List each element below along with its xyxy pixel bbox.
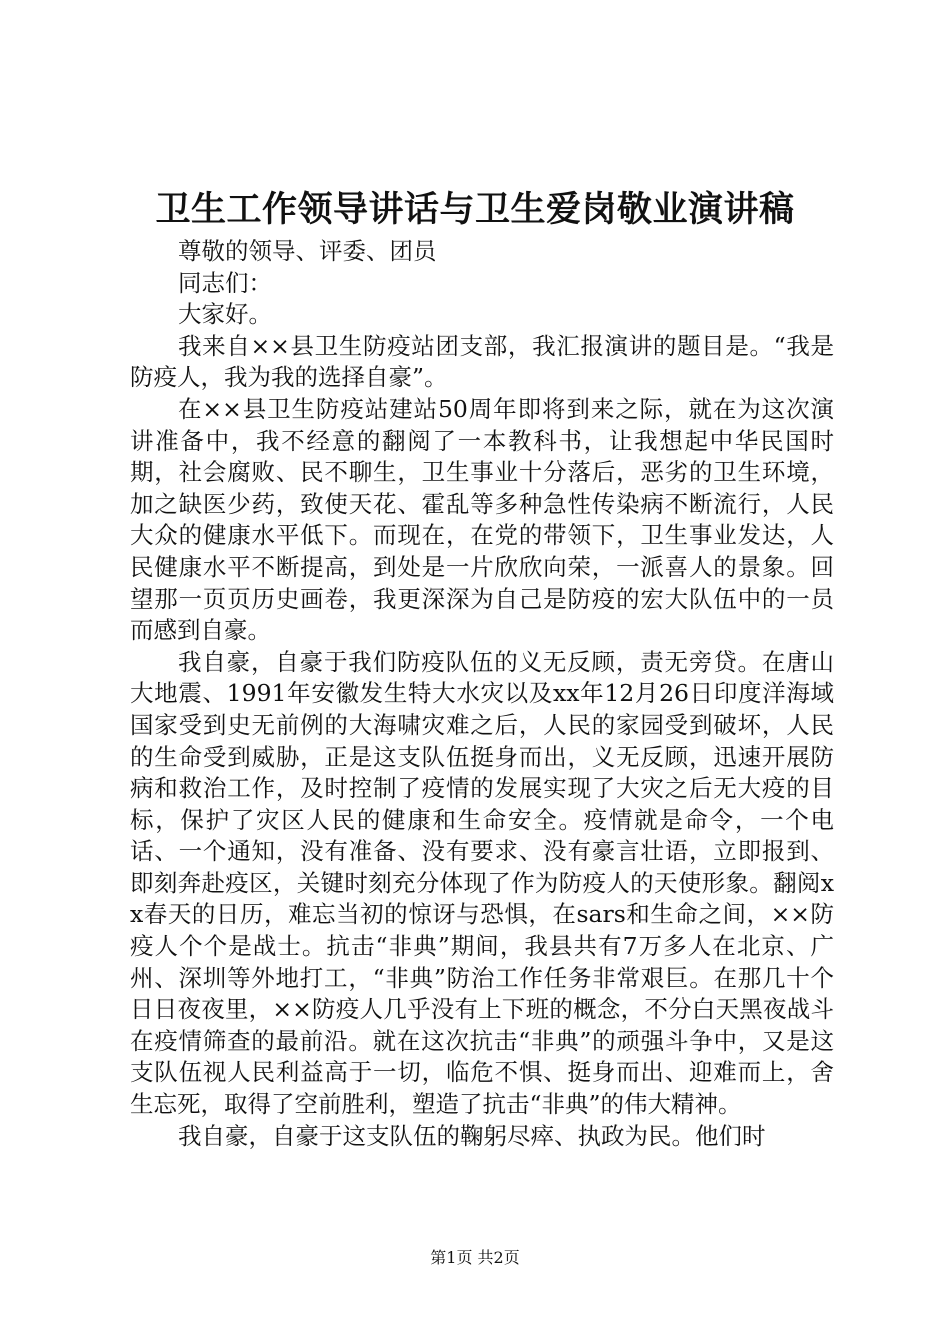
salutation-line: 尊敬的领导、评委、团员	[178, 237, 437, 265]
body-paragraph: 在××县卫生防疫站建站50周年即将到来之际，就在为这次演讲准备中，我不经意的翻阅了一本教科书，让我想起中华民国时期，社会腐败、民不聊生，卫生事业十分落后，恶劣的卫生环境，加之缺医少药，致使天花、霍乱等多种急性传染病不断流行，人民大众的健康水平低下。而现在，在党的带领下，卫生事业发达，人民健康水平不断提高，到处是一片欣欣向荣，一派喜人的景象。回望那一页页历史画卷，我更深深为自己是防疫的宏大队伍中的一员而感到自豪。	[130, 394, 834, 645]
document-title: 卫生工作领导讲话与卫生爱岗敬业演讲稿	[155, 189, 795, 230]
page-footer: 第1页 共2页	[430, 1248, 520, 1267]
body-paragraph: 我来自××县卫生防疫站团支部，我汇报演讲的题目是。“我是防疫人，我为我的选择自豪”。	[130, 331, 834, 392]
document-body	[130, 236, 834, 1152]
body-paragraph: 我自豪，自豪于这支队伍的鞠躬尽瘁、执政为民。他们时	[178, 1121, 766, 1150]
body-paragraph: 我自豪，自豪于我们防疫队伍的义无反顾，责无旁贷。在唐山大地震、1991年安徽发生特大水灾以及xx年12月26日印度洋海域国家受到史无前例的大海啸灾难之后，人民的家园受到破坏，人民的生命受到威胁，正是这支队伍挺身而出，义无反顾，迅速开展防病和救治工作，及时控制了疫情的发展实现了大灾之后无大疫的目标，保护了灾区人民的健康和生命安全。疫情就是命令，一个电话、一个通知，没有准备、没有要求、没有豪言壮语，立即报到、即刻奔赴疫区，关键时刻充分体现了作为防疫人的天使形象。翻阅xx春天的日历，难忘当初的惊讶与恐惧，在sars和生命之间，××防疫人个个是战士。抗击“非典”期间，我县共有7万多人在北京、广州、深圳等外地打工，“非典”防治工作任务非常艰巨。在那几十个日日夜夜里，××防疫人几乎没有上下班的概念，不分白天黑夜战斗在疫情筛查的最前沿。就在这次抗击“非典”的顽强斗争中，又是这支队伍视人民利益高于一切，临危不惧、挺身而出、迎难而上，舍生忘死，取得了空前胜利，塑造了抗击“非典”的伟大精神。	[130, 647, 834, 1119]
salutation-line: 同志们：	[178, 268, 272, 297]
greeting-line: 大家好。	[178, 300, 272, 329]
